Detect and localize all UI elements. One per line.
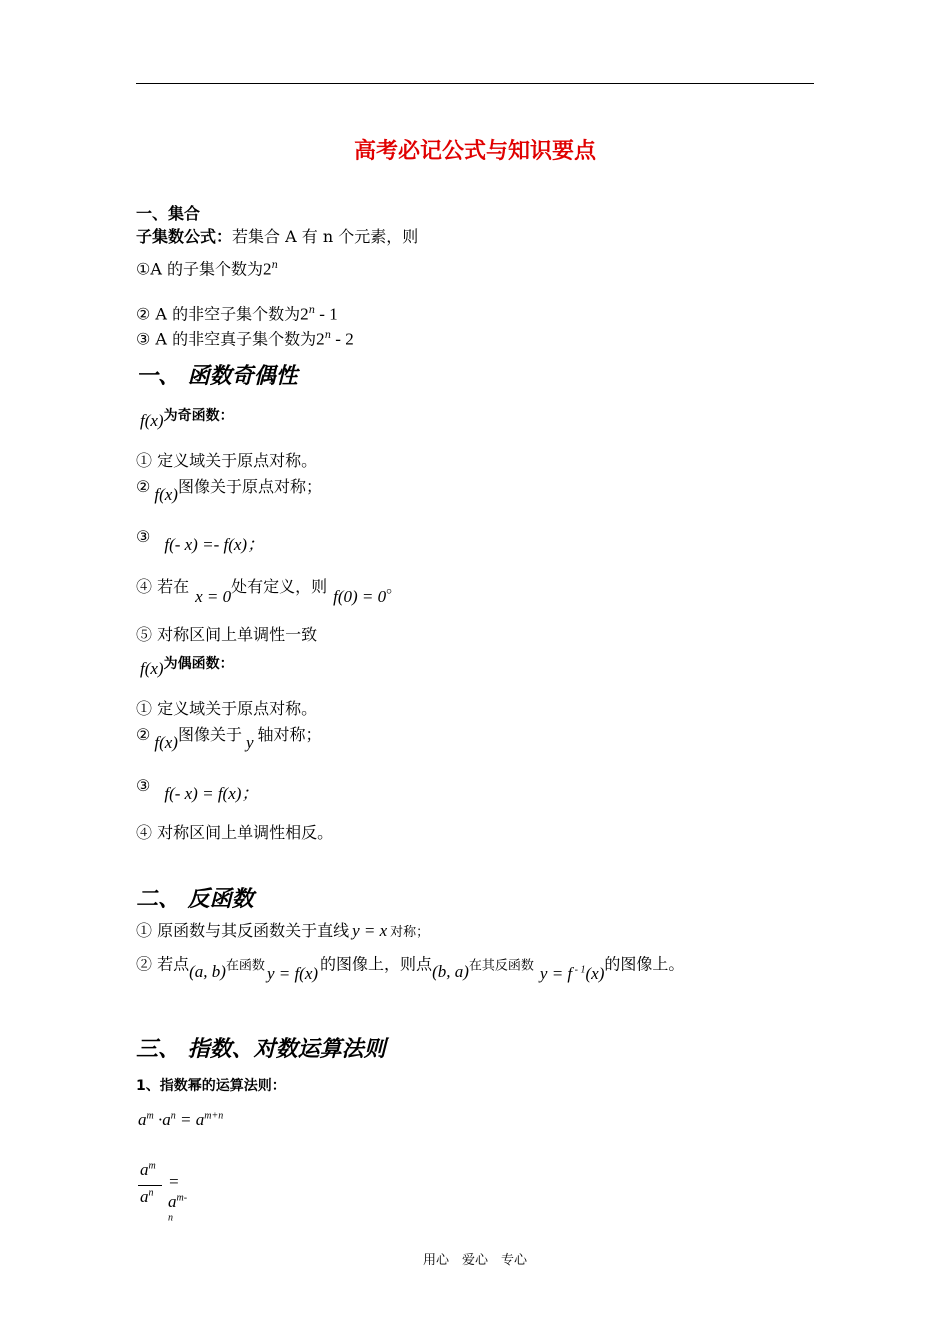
f2-den-exp: n [148, 1187, 154, 1199]
even-item-3-num: ③ [136, 776, 151, 795]
inverse-item-2-func: y = f(x) [266, 963, 319, 983]
section-heading-inverse: 二、 反函数 [136, 887, 254, 912]
f1-base-1: a [138, 1110, 147, 1129]
subset-formula-line [136, 227, 418, 247]
even-function-line [140, 653, 234, 678]
f2-denominator [140, 1187, 154, 1207]
f2-num-exp: m [148, 1160, 156, 1172]
odd-item-4-x: x = 0 [195, 587, 232, 606]
inverse-func-arg: (x) [585, 963, 605, 983]
even-item-2 [136, 725, 322, 752]
odd-function-line [140, 405, 234, 430]
f1-result-exp: m+n [204, 1110, 224, 1122]
inverse-item-2-c: 在其反函数 [468, 958, 534, 974]
subset-text: 若集合 A 有 n 个元素，则 [232, 227, 419, 246]
odd-item-4-expr: f(0) = 0 [333, 587, 387, 606]
even-item-2-y: y [245, 733, 254, 752]
odd-item-4-text: ④ 若在 [136, 577, 190, 596]
odd-item-3 [136, 527, 265, 554]
odd-item-3-num: ③ [136, 527, 151, 546]
f2-result-exp: m- n [168, 1192, 188, 1224]
set-item-3 [136, 326, 354, 349]
set-item-2-base: 2 [300, 304, 309, 324]
even-item-1: ① 定义域关于原点对称。 [136, 699, 318, 718]
set-item-3-base: 2 [316, 329, 325, 349]
subset-label: 子集数公式： [136, 227, 233, 246]
odd-item-4-mid: 处有定义，则 [231, 577, 328, 596]
odd-item-2-num: ② [136, 477, 151, 496]
set-item-1-text: ①A 的子集个数为 [136, 259, 263, 279]
even-item-3-expr: f(- x) = f(x)； [164, 784, 259, 803]
even-item-3 [136, 776, 259, 803]
page-title: 高考必记公式与知识要点 [353, 139, 596, 164]
f2-result [168, 1172, 187, 1232]
set-item-3-exp: n [324, 330, 332, 341]
fraction-bar [138, 1185, 162, 1186]
set-item-1-base: 2 [263, 259, 272, 279]
inverse-func-left: y = f [539, 963, 573, 983]
section-heading-parity: 一、 函数奇偶性 [136, 364, 298, 389]
odd-item-5: ⑤ 对称区间上单调性一致 [136, 625, 318, 644]
set-item-3-text: ③ A 的非空真子集个数为 [136, 329, 317, 349]
even-item-4: ④ 对称区间上单调性相反。 [136, 823, 334, 842]
even-fx: f(x) [140, 659, 164, 678]
inverse-item-2-d: 的图像上。 [604, 954, 685, 974]
inverse-item-1 [136, 921, 429, 943]
set-item-2-tail: - 1 [315, 304, 338, 324]
set-item-1 [136, 256, 278, 279]
section-heading-set: 一、集合 [136, 204, 201, 223]
odd-item-3-expr: f(- x) =- f(x)； [164, 535, 265, 554]
odd-item-4 [136, 577, 403, 606]
inverse-item-2-point-swapped: (b, a) [432, 961, 469, 981]
f1-exp-2: n [170, 1110, 176, 1122]
set-item-2 [136, 301, 338, 324]
set-item-2-text: ② A 的非空子集个数为 [136, 304, 301, 324]
odd-label: 为奇函数： [163, 408, 234, 424]
f2-num-base: a [140, 1160, 149, 1179]
f1-exp-1: m [146, 1110, 154, 1122]
inverse-item-2-text: ② 若点 [136, 954, 190, 974]
section-heading-exp-log: 三、 指数、对数运算法则 [136, 1037, 386, 1062]
set-item-1-exp: n [271, 260, 278, 271]
odd-fx: f(x) [140, 411, 164, 430]
odd-item-2 [136, 477, 322, 504]
f2-den-base: a [140, 1187, 149, 1206]
exp-subheading: 1、指数幂的运算法则： [136, 1078, 286, 1094]
even-item-2-fx: f(x) [154, 733, 178, 752]
odd-item-2-text: 图像关于原点对称； [177, 477, 322, 496]
inverse-item-1-text: ① 原函数与其反函数关于直线 [136, 921, 350, 940]
header-rule [136, 83, 814, 84]
set-item-2-exp: n [308, 305, 316, 316]
exp-formula-product [138, 1110, 223, 1130]
even-item-2-num: ② [136, 725, 151, 744]
set-item-3-tail: - 2 [331, 329, 354, 349]
f1-result-base: = a [175, 1110, 205, 1129]
inverse-item-2 [136, 951, 685, 983]
odd-item-4-end: 。 [386, 577, 403, 596]
odd-item-2-fx: f(x) [154, 485, 178, 504]
f2-numerator [140, 1160, 156, 1180]
f1-base-2: ·a [153, 1110, 171, 1129]
inverse-item-1-expr: y = x [352, 921, 388, 940]
inverse-item-1-tail: 对称； [390, 925, 430, 940]
f2-result-base: = a [168, 1172, 180, 1211]
inverse-item-2-b: 的图像上，则点 [320, 954, 433, 974]
even-item-2-tail: 轴对称； [257, 725, 322, 744]
inverse-item-2-a: 在函数 [225, 958, 265, 974]
odd-item-1: ① 定义域关于原点对称。 [136, 451, 318, 470]
page-footer: 用心 爱心 专心 [422, 1253, 527, 1268]
inverse-func-exp: - 1 [572, 964, 586, 975]
inverse-item-2-point: (a, b) [189, 961, 226, 981]
even-item-2-text: 图像关于 [177, 725, 242, 744]
inverse-item-2-inverse-func [540, 964, 604, 983]
even-label: 为偶函数： [163, 656, 234, 672]
